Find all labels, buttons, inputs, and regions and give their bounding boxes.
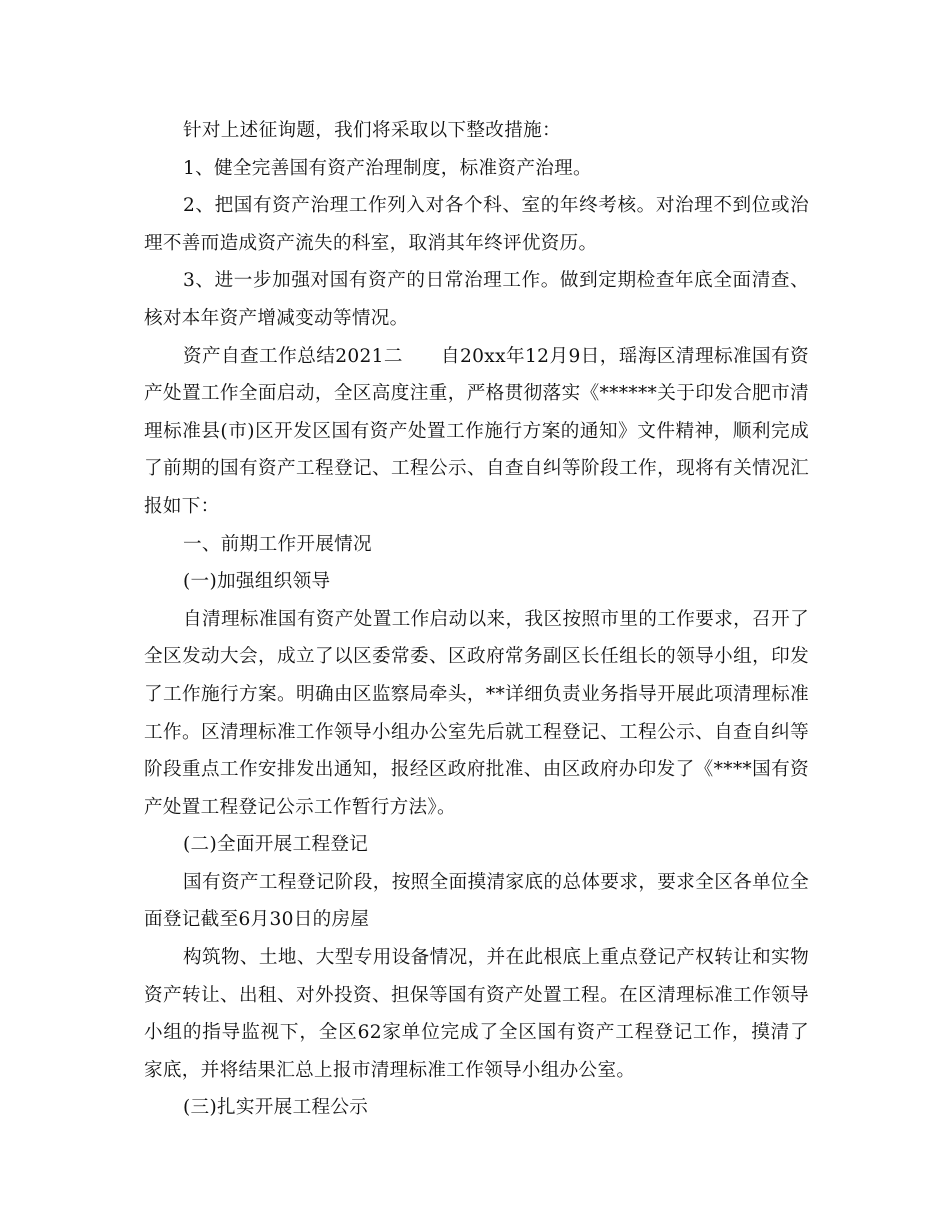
paragraph-measure-3: 3、进一步加强对国有资产的日常治理工作。做到定期检查年底全面清查、核对本年资产增减变动等情况。	[144, 270, 809, 329]
paragraph-organization: 自清理标准国有资产处置工作启动以来，我区按照市里的工作要求，召开了全区发动大会，成立了以区委常委、区政府常务副区长任组长的领导小组，印发了工作施行方案。明确由区监察局牵头，**详细负责业务指导开展此项清理标准工作。区清理标准工作领导小组办公室先后就工程登记、工程公示、自查自纠等阶段重点工作安排发出通知，报经区政府批准、由区政府办印发了《****国有资产处置工程登记公示工作暂行方法》。	[144, 608, 809, 818]
section-heading-1: 一、前期工作开展情况	[183, 533, 372, 555]
paragraph-registration-b: 构筑物、土地、大型专用设备情况，并在此根底上重点登记产权转让和实物资产转让、出租、对外投资、担保等国有资产处置工程。在区清理标准工作领导小组的指导监视下，全区62家单位完成了全区国有资产工程登记工作，摸清了家底，并将结果汇总上报市清理标准工作领导小组办公室。	[144, 947, 809, 1081]
paragraph-measure-2: 2、把国有资产治理工作列入对各个科、室的年终考核。对治理不到位或治理不善而造成资产流失的科室，取消其年终评优资历。	[144, 195, 809, 254]
subsection-heading-3: (三)扎实开展工程公示	[183, 1097, 369, 1119]
paragraph-rectification-intro: 针对上述征询题，我们将采取以下整改措施：	[183, 120, 561, 141]
subsection-heading-1: (一)加强组织领导	[183, 571, 331, 593]
paragraph-registration-a: 国有资产工程登记阶段，按照全面摸清家底的总体要求，要求全区各单位全面登记截至6月30日的房屋	[144, 871, 809, 931]
paragraph-measure-1: 1、健全完善国有资产治理制度，标准资产治理。	[183, 157, 592, 179]
paragraph-summary-intro: 资产自查工作总结2021二 自20xx年12月9日，瑶海区清理标准国有资产处置工作全面启动，全区高度注重，严格贯彻落实《******关于印发合肥市清理标准县(市)区开发区国有资产处置工作施行方案的通知》文件精神，顺利完成了前期的国有资产工程登记、工程公示、自查自纠等阶段工作，现将有关情况汇报如下：	[144, 345, 809, 517]
subsection-heading-2: (二)全面开展工程登记	[183, 834, 369, 856]
document-body	[144, 112, 809, 1127]
